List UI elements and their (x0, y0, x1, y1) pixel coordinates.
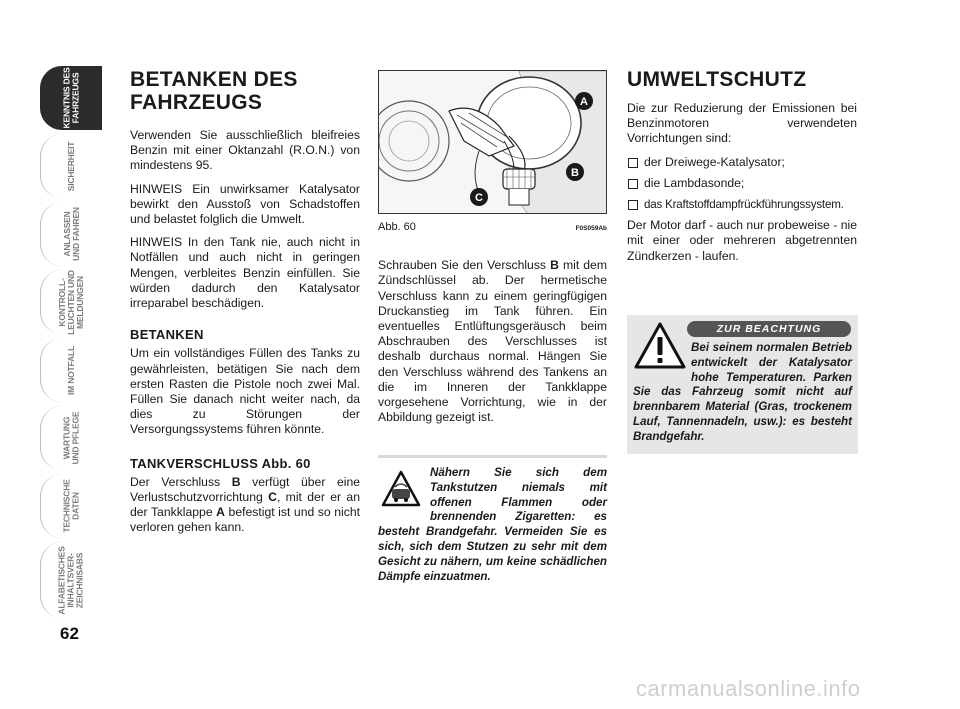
paragraph: Um ein vollständiges Füllen des Tanks zu gewährleisten, betätigen Sie nach dem ersten Rasten die Pistole noch zwei Mal. Füllen Sie danach nicht weiter nach, da dies zu Störungen der Versorgungssystems führen könnte. (130, 346, 360, 437)
heading-tankverschluss: TANKVERSCHLUSS Abb. 60 (130, 455, 311, 471)
figure-marker-a: A (580, 96, 588, 108)
figure-label: Abb. 60 (378, 221, 416, 233)
caution-header: ZUR BEACHTUNG (687, 321, 851, 337)
ref-c: C (268, 490, 277, 505)
list-item (627, 197, 857, 212)
tab-kenntnis-des-fahrzeugs[interactable] (40, 66, 102, 130)
section-title-betanken: BETANKEN DES FAHRZEUGS (130, 68, 298, 114)
paragraph: HINWEIS Ein unwirksamer Katalysator bewirkt den Ausstoß von Schadstoffen und belastet folglich die Umwelt. (130, 181, 360, 227)
tab-label: KONTROLL- LEUCHTEN UND MELDUNGEN (57, 269, 85, 335)
figure-code: F0S059Ab (575, 225, 607, 232)
paragraph: Verwenden Sie ausschließlich bleifreies Benzin mit einer Oktanzahl (R.O.N.) von mindestens 95. (130, 128, 360, 173)
fire-warning-text: Nähern Sie sich dem Tankstutzen niemals mit offenen Flammen oder brennenden Zigaretten: es besteht Brandgefahr. Vermeiden Sie es sich, sich dem Stutzen zu sehr mit dem Gesicht zu nähern, um keine schädlichen Dämpfe einzuatmen. (378, 466, 607, 583)
text: Schrauben Sie den Verschluss (378, 258, 551, 273)
page-number: 62 (60, 624, 79, 643)
warning-triangle-icon (633, 321, 687, 373)
section-title-umweltschutz: UMWELTSCHUTZ (627, 68, 807, 91)
column-betanken (130, 68, 360, 544)
column-figure (378, 70, 607, 433)
fuel-cap-drawing (379, 71, 607, 214)
checkbox-bullet-icon (628, 179, 638, 189)
paragraph: Der Motor darf - auch nur probeweise - nie mit einer oder mehreren abgetrennten Zündkerzen - laufen. (627, 218, 857, 263)
tab-label: ALFABETISCHES INHALTSVER- ZEICHNISABS (57, 545, 85, 615)
tab-label: TECHNISCHE DATEN (61, 479, 81, 533)
tab-label: IM NOTFALL (66, 345, 76, 395)
list-item (627, 155, 857, 170)
fuel-cap-illustration (378, 70, 607, 214)
figure-marker-c: C (475, 192, 483, 204)
watermark: carmanualsonline.info (636, 676, 861, 701)
figure-caption (378, 220, 607, 236)
list-item-text: der Dreiwege-Katalysator; (644, 154, 785, 169)
warning-triangle-icon (378, 466, 424, 512)
tab-kontrollleuchten[interactable] (40, 270, 102, 334)
ref-b: B (231, 474, 241, 489)
tab-label: SICHERHEIT (65, 141, 76, 191)
figure-marker-b: B (571, 167, 579, 179)
fire-warning-note (378, 455, 607, 584)
tab-im-notfall[interactable] (40, 338, 102, 402)
caution-box (627, 315, 858, 454)
checkbox-bullet-icon (628, 200, 638, 210)
checkbox-bullet-icon (628, 158, 638, 168)
paragraph: Die zur Reduzierung der Emissionen bei Benzinmotoren verwendeten Vorrichtungen sind: (627, 101, 857, 146)
tab-label: WARTUNG UND PFLEGE (61, 411, 81, 465)
text: befestigt ist und so nicht verloren gehen kann. (130, 505, 360, 535)
list-item-text: die Lambdasonde; (644, 175, 745, 190)
tab-technische-daten[interactable] (40, 474, 102, 538)
text: mit dem Zündschlüssel ab. Der hermetische Verschluss kann zu einem geringfügigen Druckanstieg im Tank führen. Ein eventuelles Entlüftungsgeräusch beim Abschrauben des Verschlusses ist deshalb durchaus normal. Hängen Sie den Verschluss während des Tankens an die im Inneren der Tankklappe vorgesehene Vorrichtung, wie in der Abbildung gezeigt ist. (378, 258, 607, 425)
text: , mit der er an der Tankklappe (130, 490, 360, 520)
text: verfügt über eine Verlustschutzvorrichtung (130, 474, 361, 505)
paragraph: HINWEIS In den Tank nie, auch nicht in Notfällen und auch nicht in geringen Mengen, verbleites Benzin einfüllen. Sie würden dadurch den Katalysator irreparabel beschädigen. (130, 235, 360, 311)
tab-alfabetisches-inhaltsverzeichnis[interactable] (40, 542, 102, 618)
emission-devices-list (627, 155, 857, 213)
tab-wartung-und-pflege[interactable] (40, 406, 102, 470)
list-item (627, 176, 857, 191)
tab-label: ANLASSEN UND FAHREN (61, 207, 81, 261)
tab-anlassen-und-fahren[interactable] (40, 202, 102, 266)
text: Der Verschluss (130, 474, 232, 489)
list-item-text: das Kraftstoffdampfrückführungssystem. (644, 198, 844, 212)
tab-label: KENNTNIS DES FAHRZEUGS (61, 67, 81, 129)
ref-b: B (550, 258, 559, 273)
paragraph-verschluss (378, 258, 607, 425)
paragraph-tankverschluss (130, 475, 360, 536)
heading-betanken: BETANKEN (130, 327, 204, 343)
ref-a: A (216, 505, 225, 520)
caution-text: Bei seinem normalen Betrieb entwickelt der Katalysator hohe Temperaturen. Parken Sie das Fahrzeug somit nicht auf brennbarem Material (Gras, trockenem Lauf, Tannennadeln, usw.): es besteht Brandgefahr. (633, 341, 852, 443)
column-umweltschutz (627, 68, 857, 272)
tab-sicherheit[interactable] (40, 134, 102, 198)
